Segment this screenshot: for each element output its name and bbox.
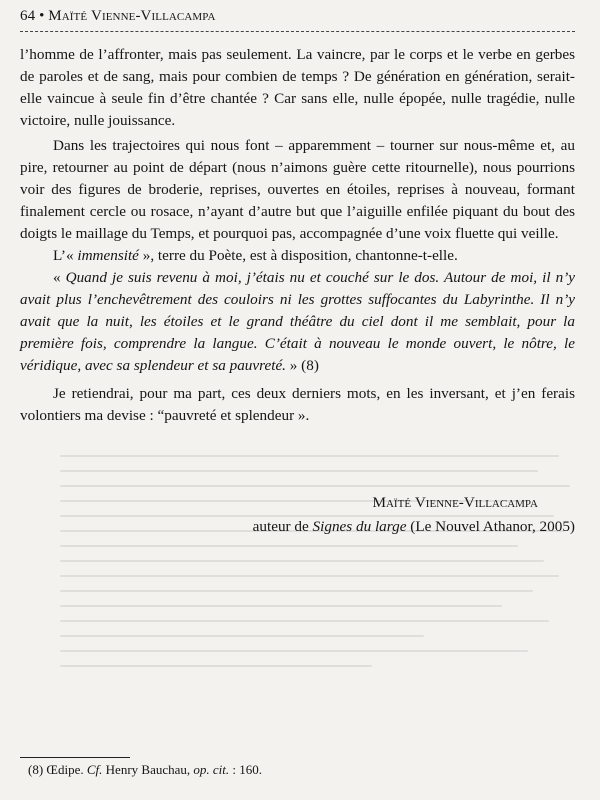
- body-text: [20, 44, 575, 427]
- quote-close: » (8): [285, 357, 319, 374]
- quotation: [20, 267, 575, 377]
- paragraph-1: l’homme de l’affronter, mais pas seulement. La vaincre, par le corps et le verbe en gerbes de paroles et de sang, mais pour combien de temps ? De génération en génération, serait-elle vaincue à seule fin d’être chantée ? Car sans elle, nulle épopée, nulle tragédie, nulle victoire, nulle jouissance.: [20, 46, 575, 129]
- footnote-opcit: op. cit.: [193, 762, 230, 777]
- signature-last: Vienne-Villacampa: [414, 494, 538, 511]
- signature-block: [20, 492, 575, 538]
- paragraph-3: [20, 245, 575, 267]
- footnote: [28, 761, 568, 779]
- header-bullet: •: [39, 8, 45, 24]
- signature-role: [20, 516, 575, 538]
- header-author-last: Vienne-Villacampa: [91, 8, 216, 24]
- quote-text: Quand je suis revenu à moi, j’étais nu et couché sur le dos. Autour de moi, il n’y avait plus l’enchevêtrement des couloirs ni les grottes suffocantes du Labyrinthe. Il n’y avait que la nuit, les étoiles et le grand théâtre du ciel dont il me semblait, pour la première fois, comprendre la langue. C’était à nouveau le monde ouvert, le nôtre, le véridique, avec sa splendeur et sa pauvreté.: [20, 269, 575, 374]
- paragraph-3-italic: immensité: [77, 247, 139, 264]
- page-number: 64: [20, 8, 36, 24]
- footnote-number: (8): [28, 762, 44, 777]
- signature-role-prefix: auteur de: [252, 518, 313, 535]
- footnote-page: : 160.: [229, 762, 263, 777]
- paragraph-3-rest: », terre du Poète, est à disposition, chantonne-t-elle.: [138, 247, 458, 264]
- paragraph-5: Je retiendrai, pour ma part, ces deux derniers mots, en les inversant, et j’en ferais volontiers ma devise : “pauvreté et splendeur ».: [20, 385, 575, 424]
- quote-open: «: [53, 269, 66, 286]
- header-rule: [20, 31, 575, 32]
- signature-book-title: Signes du large: [312, 518, 407, 535]
- header-author-first: Maïté: [48, 8, 88, 24]
- footnote-rule: [20, 757, 130, 758]
- running-head: [20, 6, 580, 26]
- paragraph-2: Dans les trajectoires qui nous font – apparemment – tourner sur nous-même et, au pire, retourner au point de départ (nous n’aimons guère cette ritournelle), nous pourrions voir des figures de broderie, reprises, ouvertes en étoiles, reprises à nouveau, formant finalement cercle ou rosace, n’ayant d’autre but que l’aiguille enfilée piquant du bout des doigts le maillage du Temps, et pourquoi pas, accompagnée d’une voix fluette qui veille.: [20, 137, 575, 242]
- signature-publisher: (Le Nouvel Athanor, 2005): [406, 518, 575, 535]
- footnote-ref: Œdipe.: [43, 762, 87, 777]
- paragraph-3-open: L’«: [53, 247, 78, 264]
- footnote-cf: Cf.: [86, 762, 103, 777]
- signature-first: Maïté: [372, 494, 412, 511]
- signature-name: [20, 492, 575, 514]
- footnote-author: Henry Bauchau,: [102, 762, 194, 777]
